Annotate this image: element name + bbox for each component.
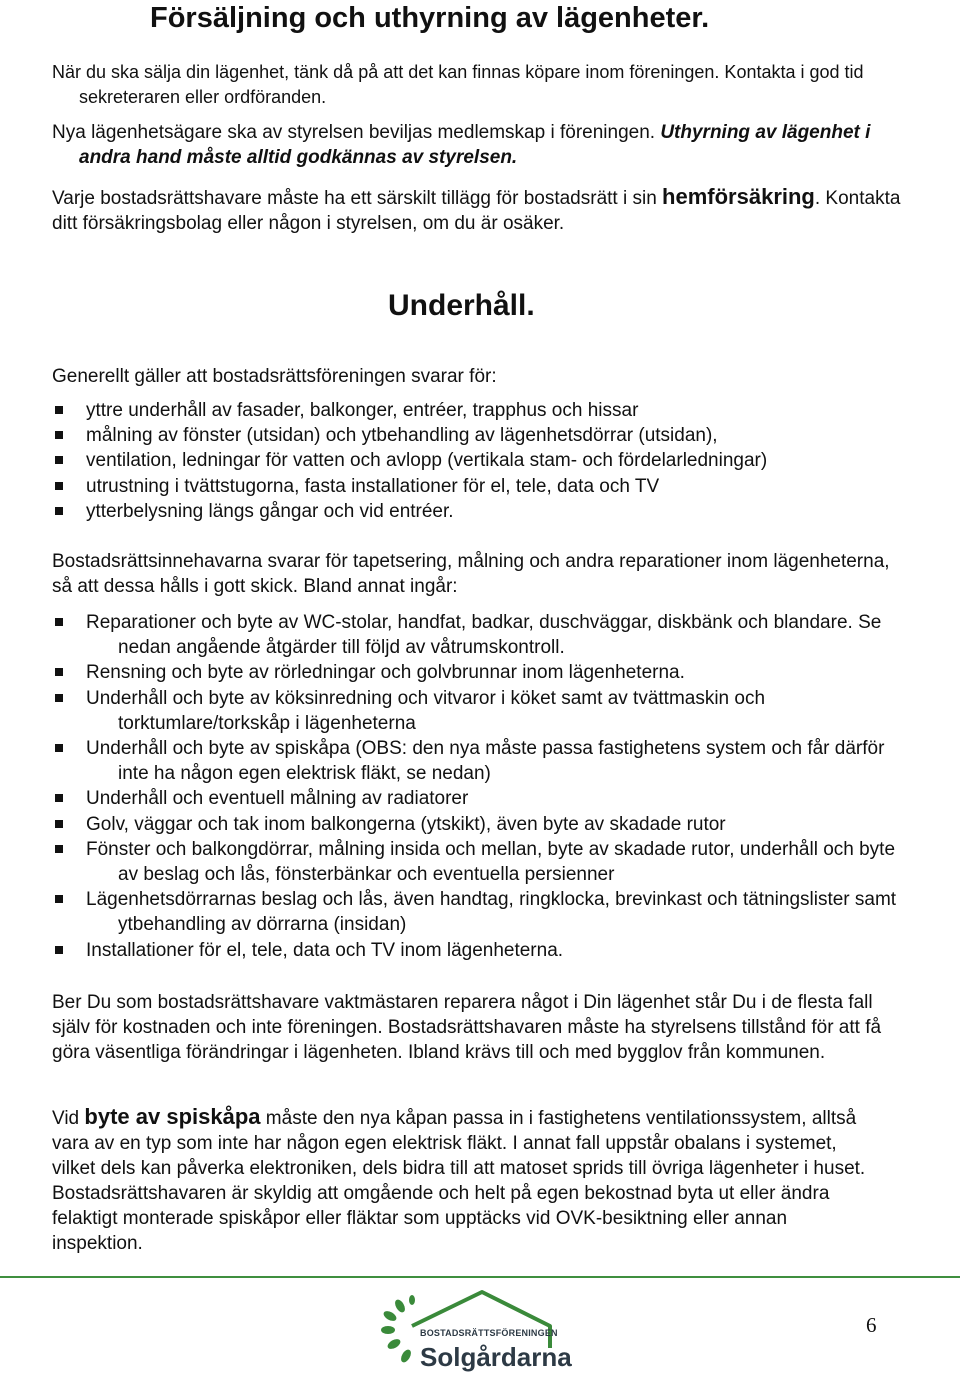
logo-house-outline [412, 1292, 550, 1348]
list-item: ytterbelysning längs gångar och vid entréer. [52, 499, 912, 524]
list-item: ventilation, ledningar för vatten och avlopp (vertikala stam- och fördelarledningar) [52, 448, 912, 473]
hood-emphasis: byte av spiskåpa [84, 1104, 261, 1129]
hood-rest: måste den nya kåpan passa in i fastighetens ventilationssystem, alltså vara av en typ som inte har någon egen elektrisk fläkt. I annat fall uppstår obalans i systemet, vilket dels kan påverka elektroniken, dels bidra till att matoset sprids till övriga lägenheter i huset. Bostadsrättshavaren är skyldig att omgående och helt på egen bekostnad byta ut eller ändra felaktigt monterade spiskåpor eller fläktar som upptäcks vid OVK-besiktning eller annan inspektion. [52, 1108, 866, 1254]
page-title: Försäljning och uthyrning av lägenheter. [150, 2, 710, 34]
list-item: Underhåll och eventuell målning av radiatorer [52, 786, 912, 811]
page-number: 6 [866, 1313, 877, 1337]
janitor-paragraph: Ber Du som bostadsrättshavare vaktmästaren reparera något i Din lägenhet står Du i de flesta fall själv för kostnaden och inte föreningen. Bostadsrättshavaren måste ha styrelsens tillstånd för att få göra väsentliga förändringar i lägenheten. Ibland krävs till och med bygglov från kommunen. [52, 992, 882, 1063]
list-item: målning av fönster (utsidan) och ytbehandling av lägenhetsdörrar (utsidan), [52, 423, 912, 448]
sale-paragraph-2 [52, 120, 912, 170]
list-item: Fönster och balkongdörrar, målning insida och mellan, byte av skadade rutor, underhåll och byte av beslag och lås, fönsterbänkar och eventuella persienner [52, 837, 912, 887]
association-list [52, 398, 912, 524]
list-item: Installationer för el, tele, data och TV inom lägenheterna. [52, 938, 912, 963]
hood-paragraph [52, 1104, 872, 1256]
sale-paragraph-1: När du ska sälja din lägenhet, tänk då på att det kan finnas köpare inom föreningen. Kontakta i god tid sekreteraren eller ordföranden. [52, 62, 864, 107]
sale-p3-emphasis: hemförsäkring [662, 184, 815, 209]
list-item: utrustning i tvättstugorna, fasta installationer för el, tele, data och TV [52, 474, 912, 499]
sale-p2-emphasis: Uthyrning av lägenhet i andra hand måste alltid godkännas av styrelsen. [79, 122, 871, 168]
list-item: Golv, väggar och tak inom balkongerna (ytskikt), även byte av skadade rutor [52, 812, 912, 837]
list-item: Reparationer och byte av WC-stolar, handfat, badkar, duschväggar, diskbänk och blandare. Se nedan angående åtgärder till följd av våtrumskontroll. [52, 610, 912, 660]
maintenance-heading: Underhåll. [388, 289, 535, 322]
maintenance-intro: Generellt gäller att bostadsrättsföreningen svarar för: [52, 366, 497, 387]
logo-tagline: BOSTADSRÄTTSFÖRENINGEN [420, 1328, 558, 1338]
list-item: Rensning och byte av rörledningar och golvbrunnar inom lägenheterna. [52, 660, 912, 685]
list-item: Lägenhetsdörrarnas beslag och lås, även handtag, ringklocka, brevinkast och tätningslister samt ytbehandling av dörrarna (insidan) [52, 887, 912, 937]
owner-list [52, 610, 912, 963]
sale-p3-text: Varje bostadsrättshavare måste ha ett särskilt tillägg för bostadsrätt i sin [52, 188, 663, 209]
footer-rule [0, 1276, 960, 1278]
solgardarna-logo [372, 1286, 584, 1378]
hood-pre: Vid [52, 1108, 85, 1129]
sale-p3-rest: . Kontakta ditt försäkringsbolag eller någon i styrelsen, om du är osäker. [52, 188, 901, 234]
owner-intro: Bostadsrättsinnehavarna svarar för tapetsering, målning och andra reparationer inom lägenheterna, så att dessa hålls i gott skick. Bland annat ingår: [52, 551, 890, 597]
list-item: Underhåll och byte av spiskåpa (OBS: den nya måste passa fastighetens system och får därför inte ha någon egen elektrisk fläkt, se nedan) [52, 736, 912, 786]
list-item: Underhåll och byte av köksinredning och vitvaror i köket samt av tvättmaskin och torktumlare/torkskåp i lägenheterna [52, 686, 912, 736]
logo-name: Solgårdarna [420, 1342, 572, 1372]
list-item: yttre underhåll av fasader, balkonger, entréer, trapphus och hissar [52, 398, 912, 423]
sale-paragraph-3 [52, 184, 912, 236]
logo-leaf-icon [381, 1295, 415, 1364]
sale-p2-text: Nya lägenhetsägare ska av styrelsen beviljas medlemskap i föreningen. [52, 122, 661, 143]
